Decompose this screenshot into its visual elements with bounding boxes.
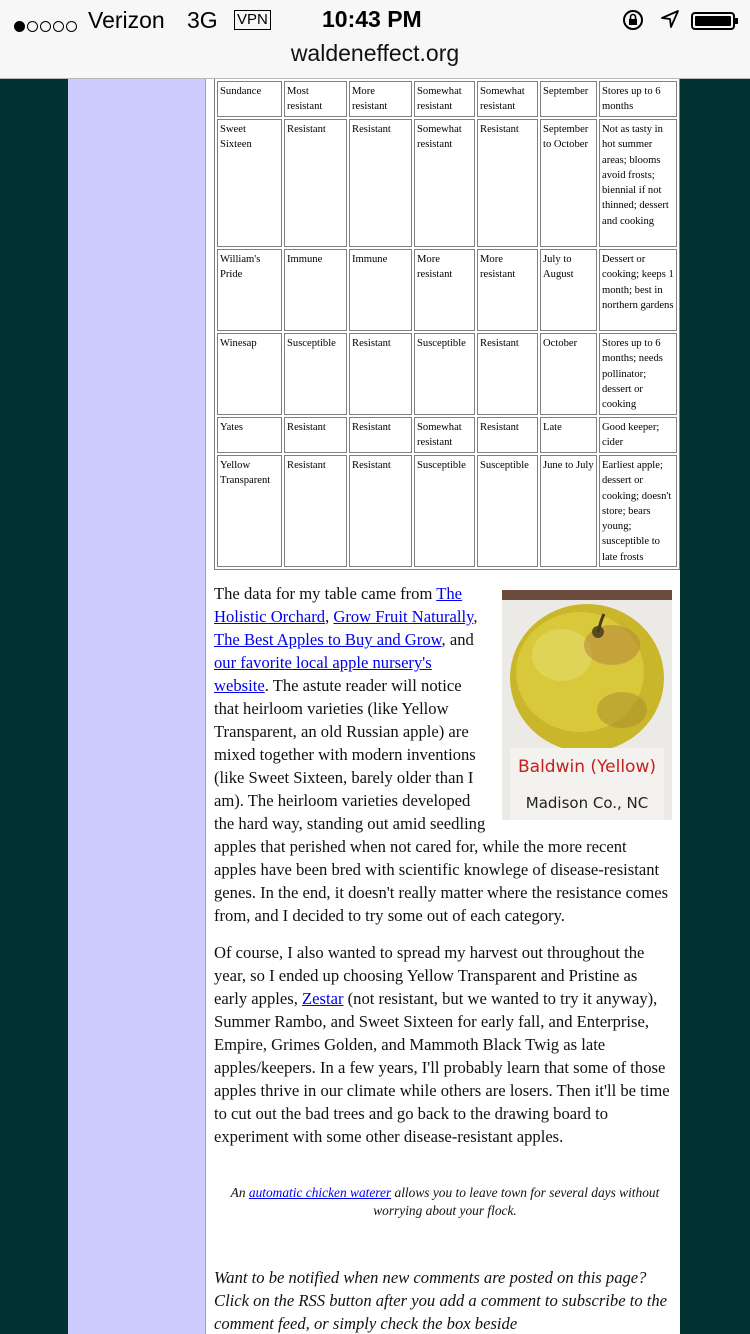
signal-dot xyxy=(66,21,77,32)
comment-notification-text: Want to be notified when new comments are posted on this page? Click on the RSS button after you add a comment to subscribe to the comment feed, or simply check the box beside xyxy=(214,1268,668,1333)
signal-dot xyxy=(53,21,64,32)
location-arrow-icon xyxy=(660,9,680,29)
table-cell: Susceptible xyxy=(414,333,475,415)
waterer-caption xyxy=(220,1184,670,1220)
table-cell: Resistant xyxy=(477,119,538,247)
table-cell: Immune xyxy=(349,249,412,331)
photo-label-variety: Baldwin (Yellow) xyxy=(517,757,657,777)
table-cell: Resistant xyxy=(349,455,412,567)
table-cell: Susceptible xyxy=(414,455,475,567)
table-cell: More resistant xyxy=(414,249,475,331)
table-cell: Resistant xyxy=(284,417,347,453)
variety-name-cell: William's Pride xyxy=(217,249,282,331)
variety-name-cell: Winesap xyxy=(217,333,282,415)
variety-name-cell: Yellow Transparent xyxy=(217,455,282,567)
table-cell: Resistant xyxy=(284,119,347,247)
battery-icon xyxy=(691,12,739,30)
article-content xyxy=(206,78,680,1334)
table-cell: More resistant xyxy=(477,249,538,331)
table-row xyxy=(217,81,677,117)
paragraph-text: (not resistant, but we wanted to try it anyway), Summer Rambo, and Sweet Sixteen for early fall, and Enterprise, Empire, Grimes Golden, and Mammoth Black Twig as late apples/keepers. In a few years, I'll probably learn that some of those apples thrive in our climate while others are losers. Then it'll be time to cut out the bad trees and go back to the drawing board to experiment with some other disease-resistant apples. xyxy=(214,989,670,1146)
table-cell: Somewhat resistant xyxy=(477,81,538,117)
vpn-badge: VPN xyxy=(234,10,271,30)
table-row xyxy=(217,249,677,331)
link-chicken-waterer[interactable]: automatic chicken waterer xyxy=(248,1185,392,1200)
carrier-name: Verizon xyxy=(88,7,165,33)
table-cell: Good keeper; cider xyxy=(599,417,677,453)
link-grow-fruit-naturally[interactable]: Grow Fruit Naturally xyxy=(333,607,474,626)
link-apple-nursery[interactable]: our favorite local apple nursery's website xyxy=(214,653,432,695)
table-cell: Most resistant xyxy=(284,81,347,117)
table-cell: Stores up to 6 months xyxy=(599,81,677,117)
signal-dot xyxy=(14,21,25,32)
paragraph-text: The data for my table came from xyxy=(214,584,437,603)
caption-text: An xyxy=(230,1185,249,1200)
table-cell: Somewhat resistant xyxy=(414,119,475,247)
apple-varieties-table xyxy=(214,78,680,570)
table-cell: Earliest apple; dessert or cooking; doesn't store; bears young; susceptible to late frosts xyxy=(599,455,677,567)
table-cell: Somewhat resistant xyxy=(414,81,475,117)
link-best-apples[interactable]: The Best Apples to Buy and Grow xyxy=(214,630,442,649)
variety-name-cell: Sweet Sixteen xyxy=(217,119,282,247)
link-zestar[interactable]: Zestar xyxy=(302,989,344,1008)
signal-dot xyxy=(27,21,38,32)
table-cell: Resistant xyxy=(349,417,412,453)
table-row xyxy=(217,417,677,453)
table-cell: Resistant xyxy=(477,333,538,415)
apple-photo xyxy=(502,590,672,820)
table-body xyxy=(217,81,677,567)
table-cell: Immune xyxy=(284,249,347,331)
table-cell: September to October xyxy=(540,119,597,247)
table-cell: Dessert or cooking; keeps 1 month; best in northern gardens xyxy=(599,249,677,331)
paragraph-text: . The astute reader will notice that heirloom varieties (like Yellow Transparent, an old Russian apple) are mixed together with modern inventions (like Sweet Sixteen, barely older than I am). The heirloom varieties developed the hard way, standing out amid seedling apples that perished when not cared for, while the more recent apples have been bred with scientific knowlege of disease-resistant genes. In the end, it doesn't really matter where the resistance comes from, and I decided to try some out of each category. xyxy=(214,676,669,925)
paragraph-text: , and xyxy=(441,630,474,649)
photo-label-origin: Madison Co., NC xyxy=(525,794,649,812)
table-cell: October xyxy=(540,333,597,415)
table-cell: September xyxy=(540,81,597,117)
table-row xyxy=(217,455,677,567)
table-cell: June to July xyxy=(540,455,597,567)
table-cell: Late xyxy=(540,417,597,453)
signal-dot xyxy=(40,21,51,32)
table-row xyxy=(217,333,677,415)
table-cell: Not as tasty in hot summer areas; blooms avoid frosts; biennial if not thinned; dessert and cooking xyxy=(599,119,677,247)
variety-name-cell: Sundance xyxy=(217,81,282,117)
table-cell: Resistant xyxy=(349,333,412,415)
table-cell: Somewhat resistant xyxy=(414,417,475,453)
link-holistic-orchard[interactable]: The Holistic Orchard xyxy=(214,584,463,626)
network-type: 3G xyxy=(187,7,218,33)
table-cell: Susceptible xyxy=(477,455,538,567)
table-row xyxy=(217,119,677,247)
variety-name-cell: Yates xyxy=(217,417,282,453)
paragraph-text: Of course, I also wanted to spread my harvest out throughout the year, so I ended up choosing Yellow Transparent and Pristine as early apples, xyxy=(214,943,645,1008)
table-cell: Resistant xyxy=(284,455,347,567)
left-sidebar xyxy=(68,78,205,1334)
signal-strength-icon xyxy=(14,12,79,38)
browser-chrome xyxy=(0,0,750,79)
paragraph-text: , xyxy=(325,607,334,626)
table-cell: July to August xyxy=(540,249,597,331)
table-cell: More resistant xyxy=(349,81,412,117)
article-paragraph-sources xyxy=(214,582,672,1148)
table-cell: Resistant xyxy=(349,119,412,247)
table-cell: Stores up to 6 months; needs pollinator; dessert or cooking xyxy=(599,333,677,415)
baldwin-apple-image xyxy=(502,590,672,820)
status-bar xyxy=(0,6,750,36)
table-cell: Resistant xyxy=(477,417,538,453)
caption-text: allows you to leave town for several days without worrying about your flock. xyxy=(373,1185,660,1218)
status-time: 10:43 PM xyxy=(322,6,422,32)
paragraph-text: , xyxy=(473,607,478,626)
table-cell: Susceptible xyxy=(284,333,347,415)
url-address-bar[interactable]: waldeneffect.org xyxy=(290,40,460,66)
rotation-lock-icon xyxy=(622,9,644,31)
